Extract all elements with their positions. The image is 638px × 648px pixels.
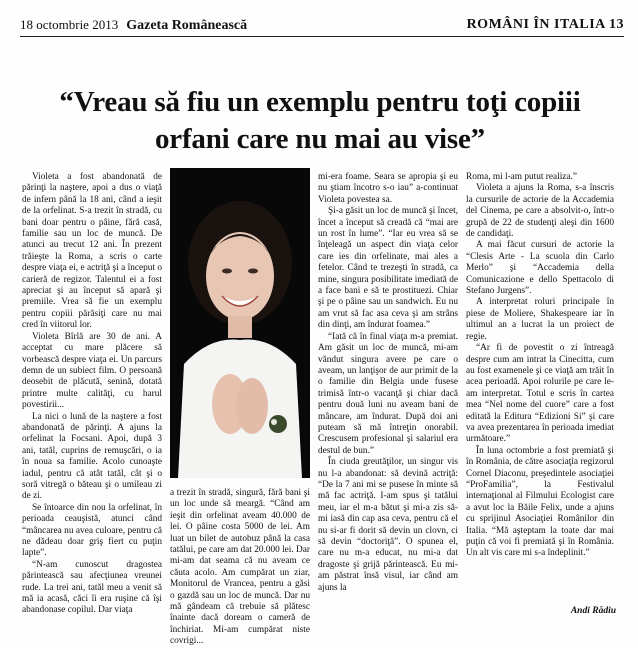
- article-headline: “Vreau să fiu un exemplu pentru toţi copiii orfani care nu mai au vise”: [59, 86, 581, 155]
- section-name: ROMÂNI ÎN ITALIA: [466, 17, 605, 32]
- paragraph: Se întoarce din nou la orfelinat, în perioada ceauşistă, atunci când “mâncarea nu avea culoare, pentru că ne dădeau doar griş fiert cu puţin lapte”.: [22, 502, 162, 559]
- portrait-illustration: [170, 168, 310, 478]
- header-left: [20, 17, 247, 34]
- paragraph: În ciuda greutăţilor, un singur vis nu l-a abandonat: să devină actriţă: “De la 7 ani mi se pusese în minte să mă fac actriţă. I-am spus şi tatălui meu, iar el m-a bătut şi mi-a zis să-mi iasă din cap asa ceva, pentru că el nu si-ar fi dorit să devin un clovn, ci să devin “doctoriţă”. O spunea el, care nu m-a educat, nu mi-a dat dragoste şi grijă părintească. Eu mi-am păstrat însă visul, iar când am ajuns la: [318, 457, 458, 593]
- paragraph: În luna octombrie a fost premiată şi în România, de către asociaţia regizorul Cornel Diaconu, preşedintele asociaţiei “ProFamilia”, la Festivalul internaţional al Filmului Ecologist care a avut loc la Băile Felix, unde a ajuns cu sprijinul Asociaţiei Românilor din Italia. “Mă aşteptam la toate dar mai puţin că voi fi premiată şi în România. Un alt vis care mi s-a îndeplinit.”: [466, 445, 614, 559]
- page-header: [20, 14, 624, 37]
- paragraph: Violeta a fost abandonată de părinţi la naştere, apoi a dus o viaţă de infern până la 18 ani, când a ieşit de la orfelinat. S-a trezit în stradă, cu bani doar pentru o pâine, fără casă, familie sau un loc de muncă. De atunci au trecut 12 ani. În prezent trăieşte la Roma, a scris o carte despre viaţa ei, e actriţă şi a început o carieră de regizor. Talentul ei a fost apreciat şi au început să apară şi premiile. Vrea să fie un exemplu pentru copiii părăsiţi care nu mai cred în viitorul lor.: [22, 172, 162, 331]
- issue-date: 18 octombrie 2013: [20, 16, 119, 32]
- paragraph: a trezit în stradă, singură, fără bani şi un loc unde să meargă. “Când am ieşit din orfelinat aveam 40.000 de lei. O pâine costa 5000 de lei. Am luat un bilet de autobuz până la casa tatălui, pe care am dat 20.000 lei. Dar mi-am dat seama că nu aveam ce căuta acolo. Am cumpărat un ziar, Monitorul de Vrancea, pentru a găsi o gazdă sau un loc de muncă. Dar nu mă gândeam că trebuie să plătesc înainte dacă doream o cameră de închiriat. Mi-am cumpărat niste covrigi...: [170, 488, 310, 647]
- publication-name: Gazeta Românească: [126, 17, 248, 33]
- article-column-2: [170, 488, 310, 648]
- paragraph: Violeta Bîrlă are 30 de ani. A acceptat cu mare plăcere să vorbească despre viaţa ei. Un parcurs demn de un subiect film. O persoană deosebit de plăcută, senină, dotată printre multe calităţi, cu harul povestirii...: [22, 331, 162, 411]
- article-column-4: [466, 172, 614, 560]
- paragraph: mi-era foame. Seara se apropia şi eu nu ştiam încotro s-o iau” a-continuat Violeta povestea sa.: [318, 172, 458, 205]
- paragraph: Şi-a găsit un loc de muncă şi încet, încet a început să creadă că “mai are un rost în lume”. “Iar eu vrea să se înţeleagă un aspect din viaţa celor care ies din orfelinate, mai ales a fetelor. Când te trezeşti în stradă, ca mine, singura posibilitate imediată de a face bani e să te prostituezi. Chiar şi pe o pâine sau un sandwich. Eu nu am vrut să fac asa ceva şi am strâns din dinţi, am îndurat foamea.”: [318, 206, 458, 331]
- paragraph: “Ar fi de povestit o zi întreagă despre cum am intrat la Cinecitta, cum au fost examenele şi ce viaţă am trăit în acea perioadă. Apoi rolurile pe care le-am interpretat. Totul e scris în cartea mea “Nel nome del cuore” care a fost editată la Editura “Edizioni Si” şi care va avea prezentarea în perioada imediat următoare.”: [466, 343, 614, 445]
- author-byline: Andi Rădiu: [570, 606, 616, 616]
- paragraph: A interpretat roluri principale în piese de Moliere, Shakespeare iar în ultimul an a lucrat la un proiect de regie.: [466, 297, 614, 342]
- paragraph: Violeta a ajuns la Roma, s-a înscris la cursurile de actorie de la Accademia del Cinema, pe care a absolvit-o, într-o grupă de 22 de studenţi aleşi din 1600 de candidaţi.: [466, 183, 614, 240]
- page-number: 13: [609, 17, 624, 32]
- paragraph: A mai făcut cursuri de actorie la “Clesis Arte - La scuola din Carlo Merlo” şi “Accademia della Comunicazione e dello Spettacolo di Stefano Jurgens”.: [466, 240, 614, 297]
- article-column-3: [318, 172, 458, 594]
- paragraph: Roma, mi l-am putut realiza.”: [466, 172, 578, 182]
- paragraph: “N-am cunoscut dragostea părintească sau afecţiunea vreunei rude. La trei ani, tatăl meu a venit să mă ia acasă, căci îi era ruşine că îşi abandonase copilul. Dar viaţa: [22, 559, 162, 616]
- paragraph: La nici o lună de la naştere a fost abandonată de părinţi. A ajuns la orfelinat la Focsani. Apoi, după 3 ani, tatăl, cuprins de remuşcări, o ia în noua sa familie. Acolo cunoaşte iadul, pentru că atât tatăl, cât şi o soră vitregă o băteau şi o umileau zi de zi.: [22, 411, 162, 502]
- header-right: [467, 17, 624, 33]
- paragraph: “Iată că în final viaţa m-a premiat. Am găsit un loc de muncă, mi-am văndut singura avere pe care o aveam, un lanţişor de aur primit de la o familie din Belgia unde fusese trimisă într-o vacanţă şi chiar dacă pentru două luni nu aveam bani de mâncare, am îndurat. După doi ani puteam să mă întreţin onorabil. Crescusem profesional şi salariul era destul de bun.”: [318, 331, 458, 456]
- article-column-1: [22, 172, 162, 617]
- portrait-photo: [170, 168, 310, 478]
